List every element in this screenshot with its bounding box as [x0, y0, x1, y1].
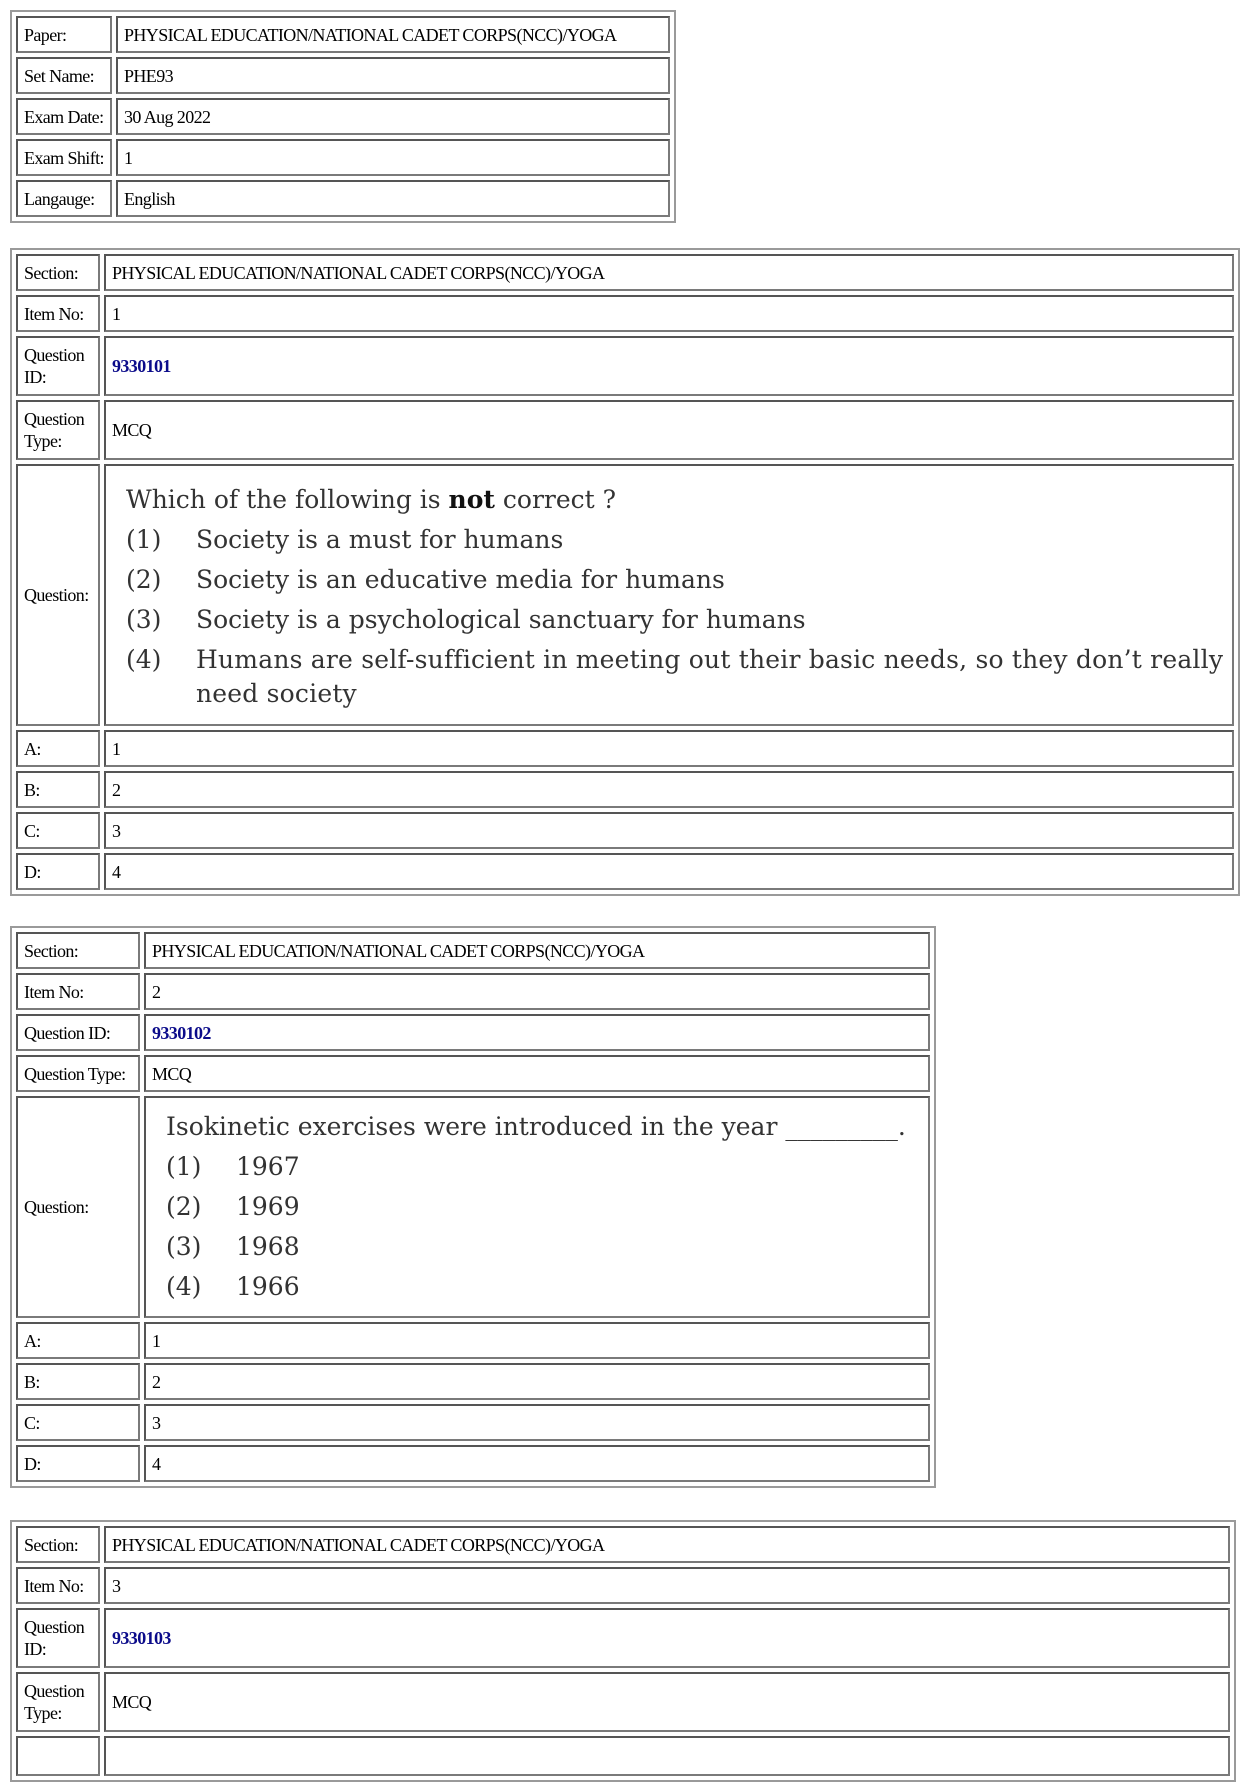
- answer-a-row: [16, 730, 1234, 767]
- answer-a-value: 1: [104, 730, 1234, 767]
- section-row: [16, 1526, 1230, 1563]
- answer-c-label: C:: [16, 812, 100, 849]
- item-no-label: Item No:: [16, 973, 140, 1010]
- question-stem: [112, 480, 1226, 520]
- question-type-label: Question Type:: [16, 400, 100, 460]
- answer-d-label: D:: [16, 1445, 140, 1482]
- option-text: 1966: [236, 1272, 300, 1301]
- exam-shift-row: [16, 139, 670, 176]
- question-id-row: [16, 1608, 1230, 1668]
- stem-part-2: correct ?: [494, 484, 617, 514]
- option-2: [152, 1187, 922, 1227]
- question-type-value: MCQ: [104, 400, 1234, 460]
- answer-b-row: [16, 771, 1234, 808]
- option-text: Society is an educative media for humans: [196, 564, 725, 594]
- language-label: Langauge:: [16, 180, 112, 217]
- question-row-partial: [16, 1736, 1230, 1776]
- option-number: (4): [126, 644, 162, 674]
- set-name-value: PHE93: [116, 57, 670, 94]
- language-value: English: [116, 180, 670, 217]
- question-label: Question:: [16, 464, 100, 726]
- question-id-value: 9330101: [104, 336, 1234, 396]
- option-number: (1): [126, 524, 162, 554]
- question-type-row: [16, 1672, 1230, 1732]
- section-label: Section:: [16, 932, 140, 969]
- paper-row: [16, 16, 670, 53]
- item-no-row: [16, 973, 930, 1010]
- option-number: (3): [166, 1232, 202, 1261]
- question-id-label: Question ID:: [16, 336, 100, 396]
- question-row: [16, 464, 1234, 726]
- paper-value: PHYSICAL EDUCATION/NATIONAL CADET CORPS(NCC)/YOGA: [116, 16, 670, 53]
- item-no-value: 3: [104, 1567, 1230, 1604]
- answer-c-value: 3: [104, 812, 1234, 849]
- option-number: (3): [126, 604, 162, 634]
- question-item-1: [10, 248, 1240, 896]
- item-no-label: Item No:: [16, 295, 100, 332]
- question-content-partial: [104, 1736, 1230, 1776]
- option-text: 1969: [236, 1192, 300, 1221]
- stem-emphasis: not: [448, 484, 495, 514]
- answer-b-label: B:: [16, 1363, 140, 1400]
- answer-d-row: [16, 1445, 930, 1482]
- question-type-value: MCQ: [104, 1672, 1230, 1732]
- question-item-3: [10, 1520, 1236, 1782]
- question-id-label: Question ID:: [16, 1608, 100, 1668]
- question-text: [152, 1107, 922, 1307]
- question-id-label: Question ID:: [16, 1014, 140, 1051]
- item-no-value: 2: [144, 973, 930, 1010]
- option-text: Society is a psychological sanctuary for humans: [196, 604, 806, 634]
- option-4: [152, 1267, 922, 1307]
- option-4: [112, 640, 1226, 711]
- question-label-partial: [16, 1736, 100, 1776]
- answer-a-value: 1: [144, 1322, 930, 1359]
- question-type-label: Question Type:: [16, 1055, 140, 1092]
- answer-d-value: 4: [104, 853, 1234, 890]
- question-id-value: 9330102: [144, 1014, 930, 1051]
- option-1: [112, 520, 1226, 560]
- option-text: Humans are self-sufficient in meeting out their basic needs, so they don’t really need society: [196, 644, 1224, 708]
- answer-c-value: 3: [144, 1404, 930, 1441]
- option-3: [112, 600, 1226, 640]
- question-item-2: [10, 926, 936, 1488]
- option-number: (4): [166, 1272, 202, 1301]
- answer-d-label: D:: [16, 853, 100, 890]
- option-1: [152, 1147, 922, 1187]
- question-id-row: [16, 1014, 930, 1051]
- answer-a-row: [16, 1322, 930, 1359]
- question-type-value: MCQ: [144, 1055, 930, 1092]
- question-type-label: Question Type:: [16, 1672, 100, 1732]
- answer-b-label: B:: [16, 771, 100, 808]
- answer-b-value: 2: [104, 771, 1234, 808]
- item-no-label: Item No:: [16, 1567, 100, 1604]
- question-row: [16, 1096, 930, 1318]
- section-row: [16, 254, 1234, 291]
- stem-part-1: Which of the following is: [126, 484, 449, 514]
- exam-shift-label: Exam Shift:: [16, 139, 112, 176]
- exam-info-table: [10, 10, 676, 223]
- question-type-row: [16, 400, 1234, 460]
- answer-c-row: [16, 812, 1234, 849]
- question-id-row: [16, 336, 1234, 396]
- answer-d-value: 4: [144, 1445, 930, 1482]
- question-text: [112, 480, 1226, 711]
- option-text: Society is a must for humans: [196, 524, 564, 554]
- exam-date-value: 30 Aug 2022: [116, 98, 670, 135]
- section-value: PHYSICAL EDUCATION/NATIONAL CADET CORPS(NCC)/YOGA: [104, 254, 1234, 291]
- section-label: Section:: [16, 254, 100, 291]
- answer-c-row: [16, 1404, 930, 1441]
- section-value: PHYSICAL EDUCATION/NATIONAL CADET CORPS(NCC)/YOGA: [104, 1526, 1230, 1563]
- question-label: Question:: [16, 1096, 140, 1318]
- option-number: (1): [166, 1152, 202, 1181]
- answer-a-label: A:: [16, 1322, 140, 1359]
- option-text: 1967: [236, 1152, 300, 1181]
- question-stem: Isokinetic exercises were introduced in the year _________.: [166, 1112, 906, 1141]
- item-no-row: [16, 1567, 1230, 1604]
- question-content: [104, 464, 1234, 726]
- answer-d-row: [16, 853, 1234, 890]
- set-name-row: [16, 57, 670, 94]
- question-content: [144, 1096, 930, 1318]
- option-2: [112, 560, 1226, 600]
- exam-date-row: [16, 98, 670, 135]
- option-number: (2): [166, 1192, 202, 1221]
- answer-a-label: A:: [16, 730, 100, 767]
- item-no-row: [16, 295, 1234, 332]
- answer-b-value: 2: [144, 1363, 930, 1400]
- exam-date-label: Exam Date:: [16, 98, 112, 135]
- item-no-value: 1: [104, 295, 1234, 332]
- paper-label: Paper:: [16, 16, 112, 53]
- answer-b-row: [16, 1363, 930, 1400]
- section-row: [16, 932, 930, 969]
- section-value: PHYSICAL EDUCATION/NATIONAL CADET CORPS(NCC)/YOGA: [144, 932, 930, 969]
- option-3: [152, 1227, 922, 1267]
- option-number: (2): [126, 564, 162, 594]
- option-text: 1968: [236, 1232, 300, 1261]
- exam-shift-value: 1: [116, 139, 670, 176]
- section-label: Section:: [16, 1526, 100, 1563]
- answer-c-label: C:: [16, 1404, 140, 1441]
- set-name-label: Set Name:: [16, 57, 112, 94]
- question-id-value: 9330103: [104, 1608, 1230, 1668]
- question-type-row: [16, 1055, 930, 1092]
- language-row: [16, 180, 670, 217]
